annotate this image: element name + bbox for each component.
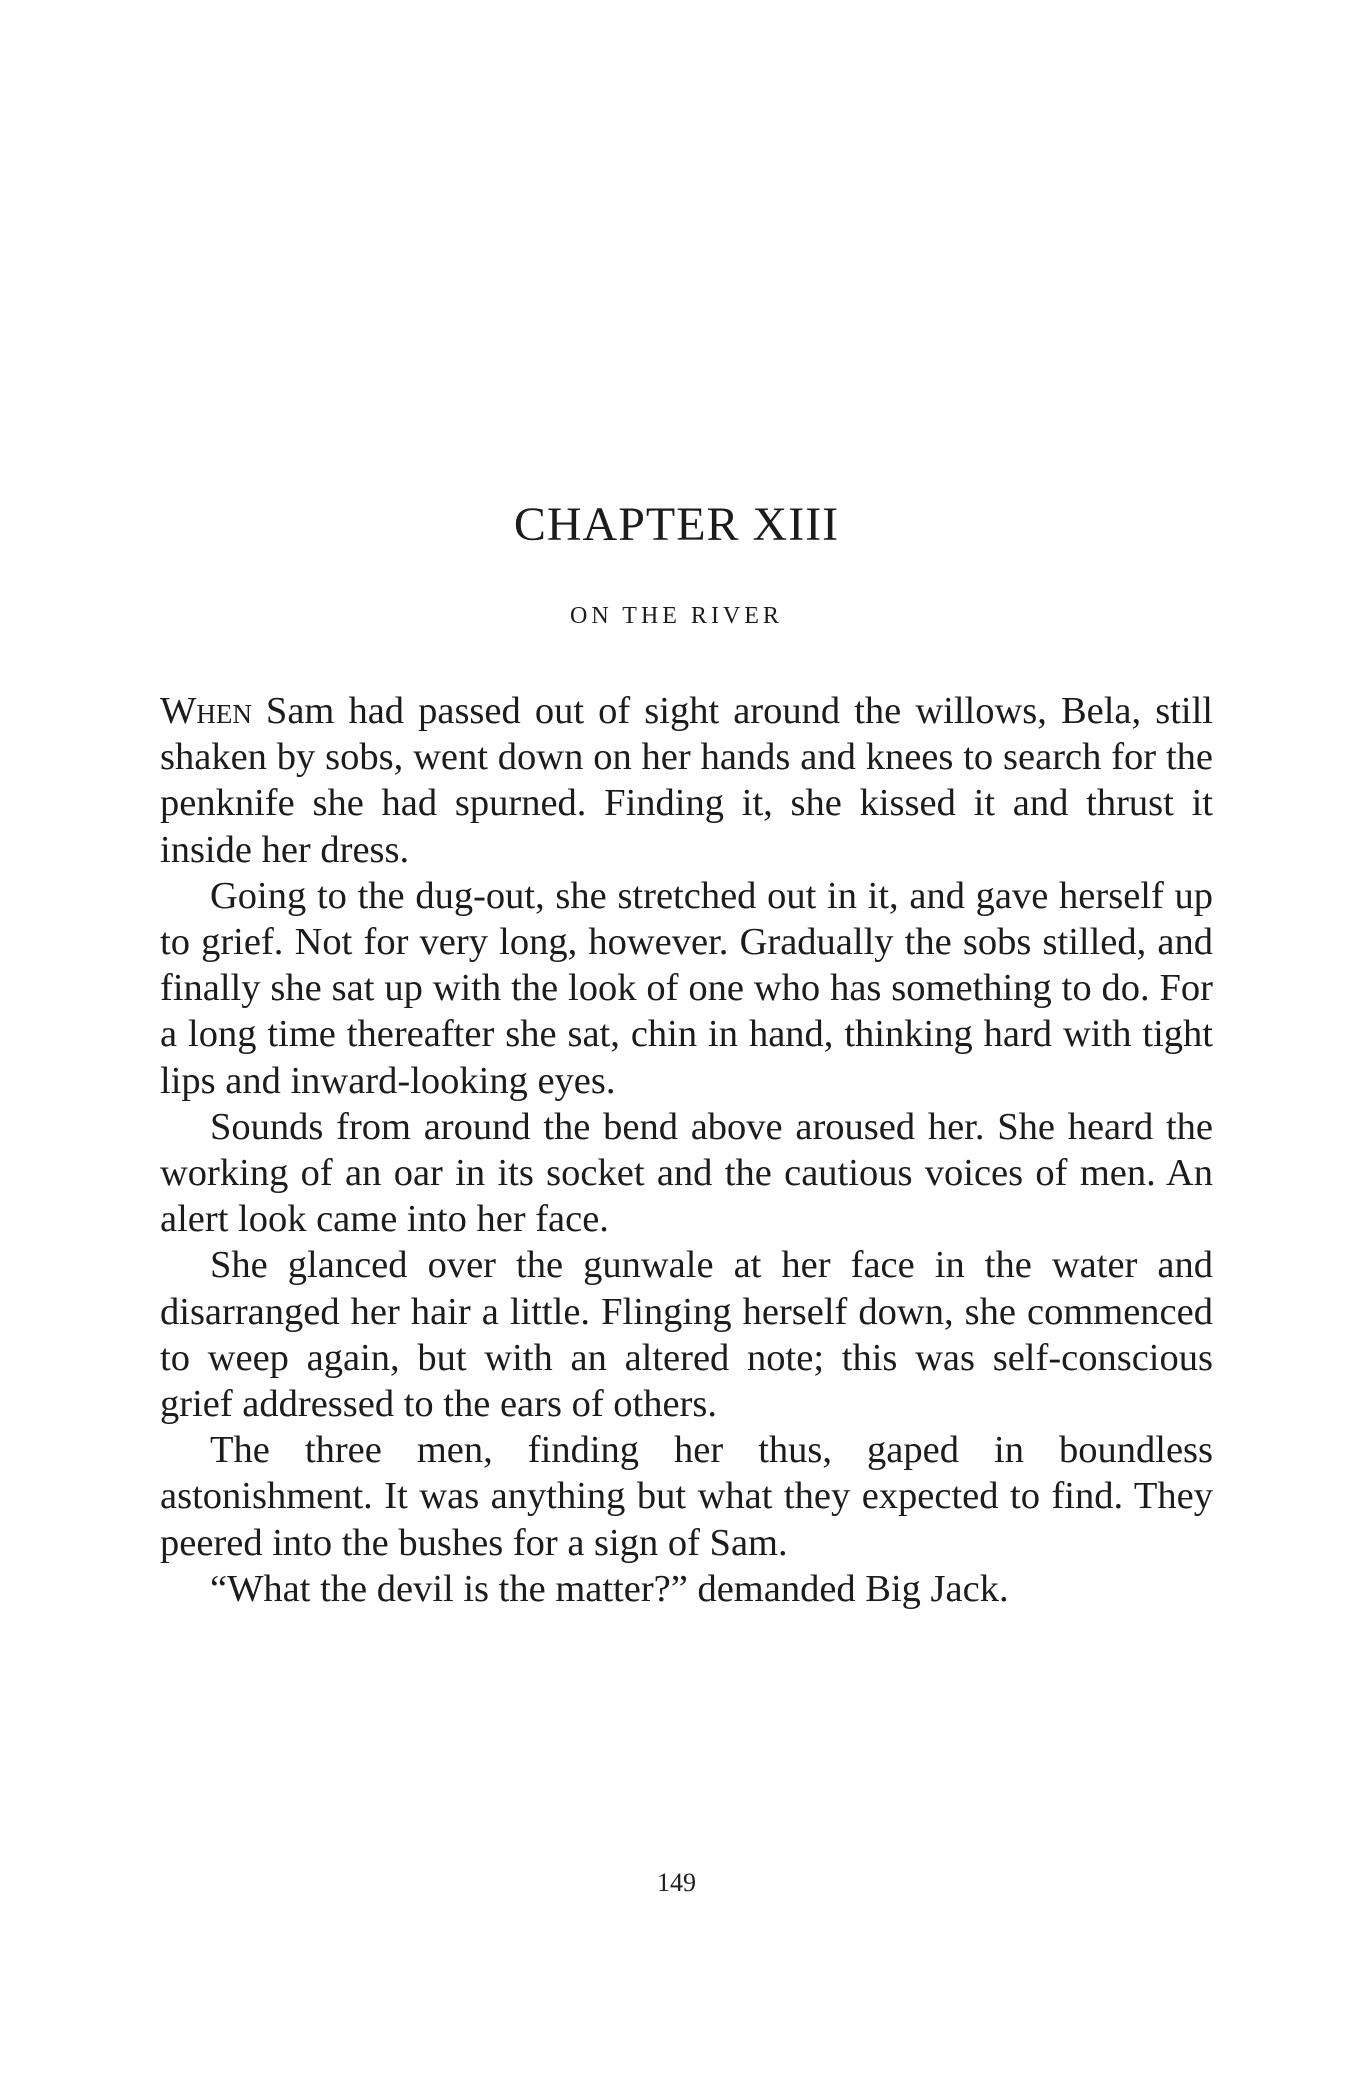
- paragraph: The three men, finding her thus, gaped in boundless astonishment. It was anything but what they expected to find. They peered into the bushes for a sign of Sam.: [160, 1429, 1213, 1564]
- paragraph-text: Sam had passed out of sight around the willows, Bela, still shaken by sobs, went down on her hands and knees to search for the penknife she had spurned. Finding it, she kissed it and thrust it inside her dress.: [160, 690, 1213, 871]
- drop-lead-word: When: [160, 690, 252, 732]
- paragraph: She glanced over the gunwale at her face in the water and disarranged her hair a little. Flinging herself down, she commenced to weep again, but with an altered note; this was self-conscious grief addressed to the ears of others.: [160, 1244, 1213, 1426]
- chapter-title: CHAPTER XIII: [513, 498, 840, 551]
- paragraph: Going to the dug-out, she stretched out in it, and gave herself up to grief. Not for very long, however. Gradually the sobs stilled, and finally she sat up with the look of one who has something to do. For a long time thereafter she sat, chin in hand, thinking hard with tight lips and inward-looking eyes.: [160, 874, 1213, 1102]
- chapter-subtitle: ON THE RIVER: [570, 603, 783, 629]
- paragraph: [160, 688, 1213, 873]
- paragraph: “What the devil is the matter?” demanded Big Jack.: [210, 1567, 1009, 1610]
- page-number: 149: [657, 1868, 696, 1897]
- chapter-body: [160, 688, 1213, 1612]
- paragraph: Sounds from around the bend above aroused her. She heard the working of an oar in its socket and the cautious voices of men. An alert look came into her face.: [160, 1105, 1213, 1241]
